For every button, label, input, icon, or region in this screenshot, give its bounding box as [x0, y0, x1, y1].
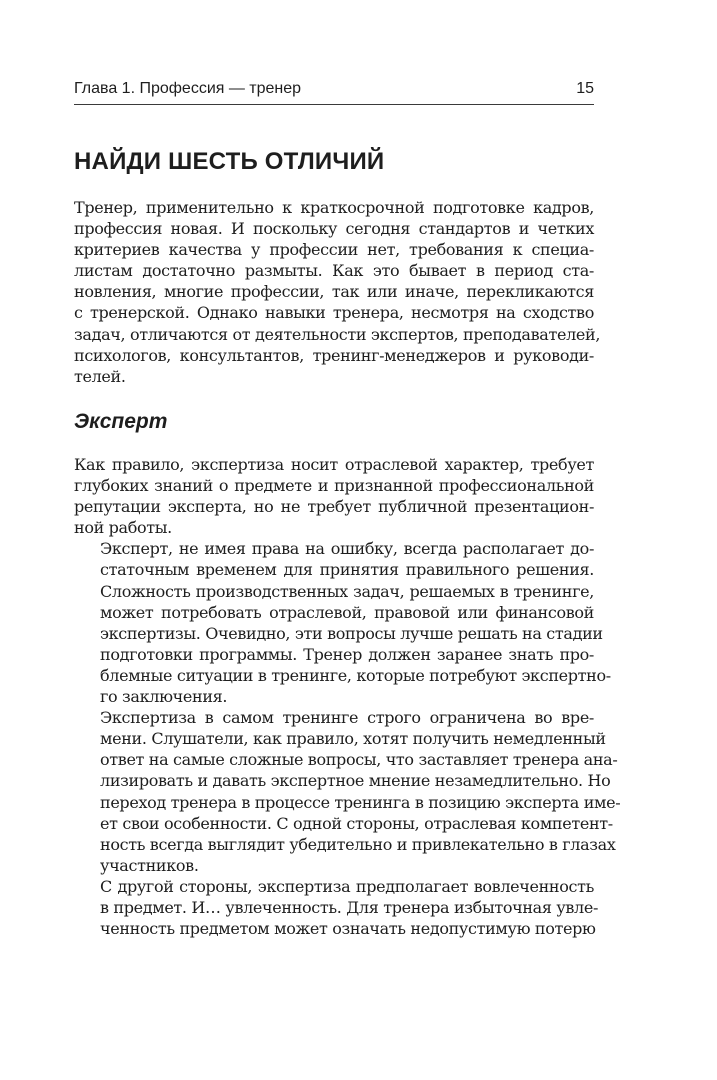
- paragraph: [74, 876, 599, 939]
- text-line: статочным временем для принятия правильного решения.: [100, 560, 594, 580]
- text-line: задач, отличаются от деятельности экспертов, преподавателей,: [74, 324, 601, 344]
- text-line: С другой стороны, экспертиза предполагает вовлеченность: [100, 876, 594, 896]
- text-line: ченность предметом может означать недопустимую потерю: [100, 919, 596, 939]
- text-line: участников.: [100, 855, 199, 875]
- text-line: лизировать и давать экспертное мнение незамедлительно. Но: [100, 771, 611, 791]
- text-line: Как правило, экспертиза носит отраслевой характер, требует: [74, 455, 594, 474]
- header-rule: [74, 104, 594, 105]
- text-line: может потребовать отраслевой, правовой или финансовой: [100, 602, 594, 622]
- text-line: ответ на самые сложные вопросы, что заставляет тренера ана-: [100, 750, 618, 770]
- text-line: психологов, консультантов, тренинг-менеджеров и руководи-: [74, 345, 594, 365]
- text-line: Эксперт, не имея права на ошибку, всегда располагает до-: [100, 539, 594, 559]
- text-line: го заключения.: [100, 687, 228, 707]
- text-line: мени. Слушатели, как правило, хотят получить немедленный: [100, 729, 606, 749]
- text-line: телей.: [74, 366, 126, 386]
- text-line: листам достаточно размыты. Как это бывает в период ста-: [74, 261, 594, 281]
- text-line: ет свои особенности. С одной стороны, отраслевая компетент-: [100, 813, 613, 833]
- text-line: новления, многие профессии, так или иначе, перекликаются: [74, 282, 594, 302]
- text-line: репутации эксперта, но не требует публичной презентацион-: [74, 497, 594, 517]
- text-line: глубоких знаний о предмете и признанной профессиональной: [74, 476, 594, 496]
- text-line: в предмет. И… увлеченность. Для тренера избыточная увле-: [100, 897, 599, 917]
- section-title: НАЙДИ ШЕСТЬ ОТЛИЧИЙ: [74, 148, 385, 175]
- text-line: критериев качества у профессии нет, требования к специа-: [74, 240, 594, 260]
- subheading-expert: Эксперт: [74, 410, 168, 433]
- paragraph: [74, 707, 621, 876]
- text-line: ной работы.: [74, 518, 172, 538]
- expert-section-body: [74, 454, 621, 939]
- text-line: ность всегда выглядит убедительно и привлекательно в глазах: [100, 834, 616, 854]
- text-line: экспертизы. Очевидно, эти вопросы лучше решать на стадии: [100, 623, 603, 643]
- paragraph: [74, 538, 611, 707]
- chapter-title: Глава 1. Профессия — тренер: [74, 80, 302, 97]
- text-line: блемные ситуации в тренинге, которые потребуют экспертно-: [100, 665, 611, 685]
- text-line: профессия новая. И поскольку сегодня стандартов и четких: [74, 219, 594, 239]
- text-line: переход тренера в процессе тренинга в позицию эксперта име-: [100, 792, 621, 812]
- running-head: [74, 80, 594, 98]
- intro-paragraph: [74, 197, 601, 387]
- text-line: Сложность производственных задач, решаемых в тренинге,: [100, 581, 594, 601]
- text-line: подготовки программы. Тренер должен заранее знать про-: [100, 644, 594, 664]
- text-line: Тренер, применительно к краткосрочной подготовке кадров,: [74, 198, 594, 217]
- text-line: Экспертиза в самом тренинге строго ограничена во вре-: [100, 708, 594, 728]
- text-line: с тренерской. Однако навыки тренера, несмотря на сходство: [74, 303, 594, 323]
- paragraph: [74, 454, 594, 538]
- page-number: 15: [576, 80, 594, 97]
